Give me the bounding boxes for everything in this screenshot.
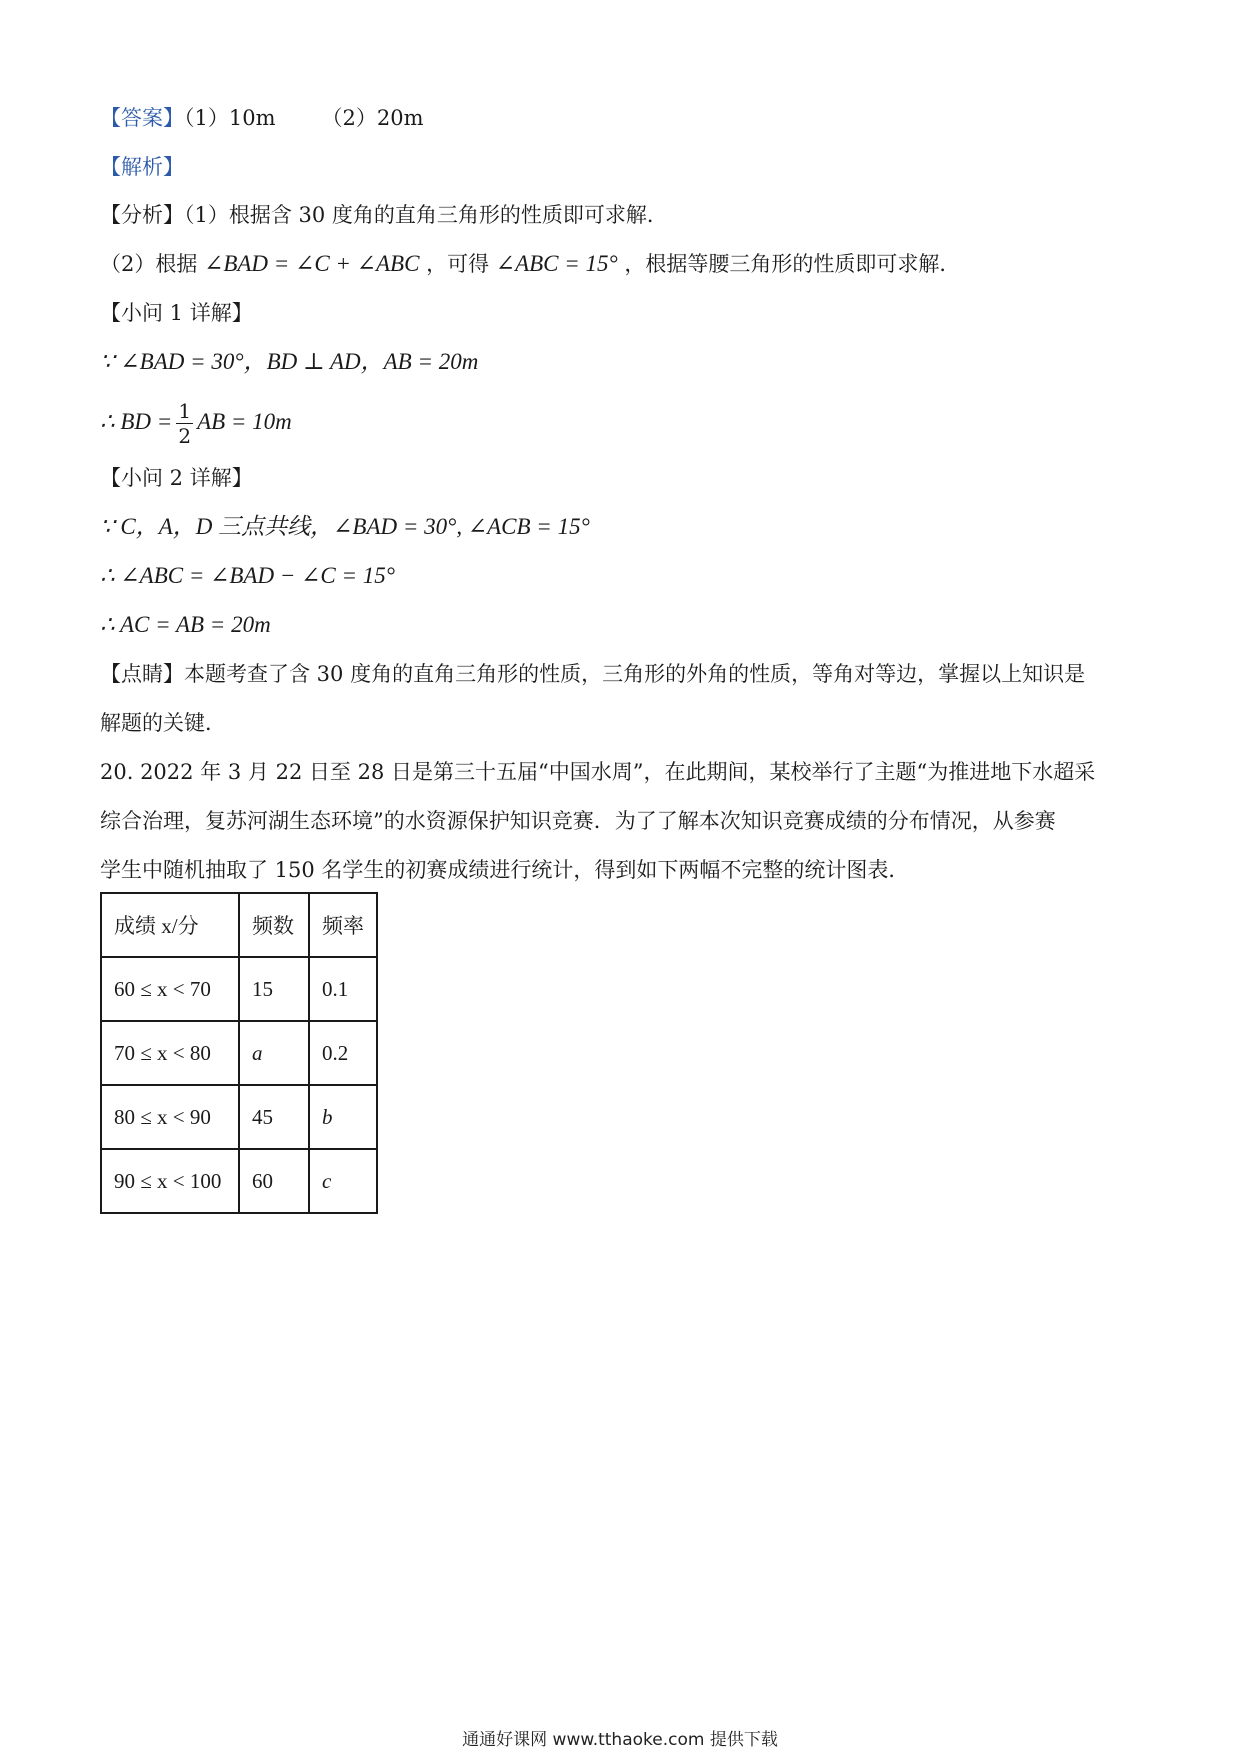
fenxi-math1: ∠BAD = ∠C + ∠ABC <box>204 251 420 276</box>
table-cell: 0.1 <box>309 957 377 1021</box>
sub2-line3-math: ∴ AC = AB = 20m <box>100 612 271 637</box>
table-header-cell: 频率 <box>309 893 377 957</box>
fenxi-line2-mid: ，可得 <box>426 252 490 276</box>
table-cell: b <box>309 1085 377 1149</box>
table-cell: 0.2 <box>309 1021 377 1085</box>
fenxi-math2: ∠ABC = 15° <box>495 251 618 276</box>
table-cell: a <box>239 1021 309 1085</box>
fenxi-label: 【分析】 <box>100 203 184 227</box>
table-row <box>101 1021 377 1085</box>
table-header-row <box>101 893 377 957</box>
question20-line1: 20. 2022 年 3 月 22 日至 28 日是第三十五届“中国水周”，在此期间，某校举行了主题“为推进地下水超采 <box>100 760 1096 784</box>
fenxi-line2-post: ，根据等腰三角形的性质即可求解． <box>624 252 961 276</box>
question20-line2: 综合治理，复苏河湖生态环境”的水资源保护知识竞赛．为了了解本次知识竞赛成绩的分布情况，从参赛 <box>100 809 1056 833</box>
answer-part2: （2）20m <box>321 106 424 130</box>
sub1-given-math: ∵ ∠BAD = 30°，BD ⊥ AD，AB = 20m <box>100 349 479 374</box>
sub2-line2-math: ∴ ∠ABC = ∠BAD − ∠C = 15° <box>100 563 395 588</box>
sub2-line1 <box>100 512 590 542</box>
fraction-denominator: 2 <box>178 424 192 448</box>
sub1-result-post: AB = 10m <box>197 409 292 434</box>
sub2-line2 <box>100 561 395 591</box>
table-cell: 60 ≤ x < 70 <box>101 957 239 1021</box>
table-cell: c <box>309 1149 377 1213</box>
table-row <box>101 1085 377 1149</box>
question20-line3: 学生中随机抽取了 150 名学生的初赛成绩进行统计，得到如下两幅不完整的统计图表． <box>100 858 910 882</box>
sub2-line3 <box>100 610 271 640</box>
fenxi-text1: （1）根据含 30 度角的直角三角形的性质即可求解． <box>184 203 668 227</box>
fraction-numerator: 1 <box>178 399 192 423</box>
table-row <box>101 1149 377 1213</box>
table-cell: 70 ≤ x < 80 <box>101 1021 239 1085</box>
table-header-cell: 成绩 x/分 <box>101 893 239 957</box>
fraction-one-half <box>176 399 193 448</box>
table-cell: 45 <box>239 1085 309 1149</box>
sub1-heading: 【小问 1 详解】 <box>100 301 253 325</box>
dianjing-line2: 解题的关键． <box>100 711 226 735</box>
frequency-table <box>100 892 378 1214</box>
table-cell: 80 ≤ x < 90 <box>101 1085 239 1149</box>
fenxi-line2 <box>100 249 960 279</box>
fenxi-line1 <box>100 200 668 230</box>
table-cell: 90 ≤ x < 100 <box>101 1149 239 1213</box>
sub1-result-pre: ∴ BD = <box>100 409 173 434</box>
footer-credit: 通通好课网 www.tthaoke.com 提供下载 <box>462 1730 778 1750</box>
analysis-label: 【解析】 <box>100 155 184 179</box>
sub1-result <box>100 396 292 448</box>
table-cell: 60 <box>239 1149 309 1213</box>
sub1-given <box>100 347 478 377</box>
answer-line <box>100 103 424 133</box>
answer-label: 【答案】 <box>100 106 184 130</box>
table-row <box>101 957 377 1021</box>
dianjing-line1: 【点睛】本题考查了含 30 度角的直角三角形的性质，三角形的外角的性质，等角对等边，掌握以上知识是 <box>100 662 1086 686</box>
answer-part1: （1）10m <box>184 106 276 130</box>
sub2-line1-math: ∵ C，A，D 三点共线，∠BAD = 30°, ∠ACB = 15° <box>100 514 590 539</box>
table-cell: 15 <box>239 957 309 1021</box>
fenxi-line2-pre: （2）根据 <box>100 252 198 276</box>
sub2-heading: 【小问 2 详解】 <box>100 466 253 490</box>
table-header-cell: 频数 <box>239 893 309 957</box>
